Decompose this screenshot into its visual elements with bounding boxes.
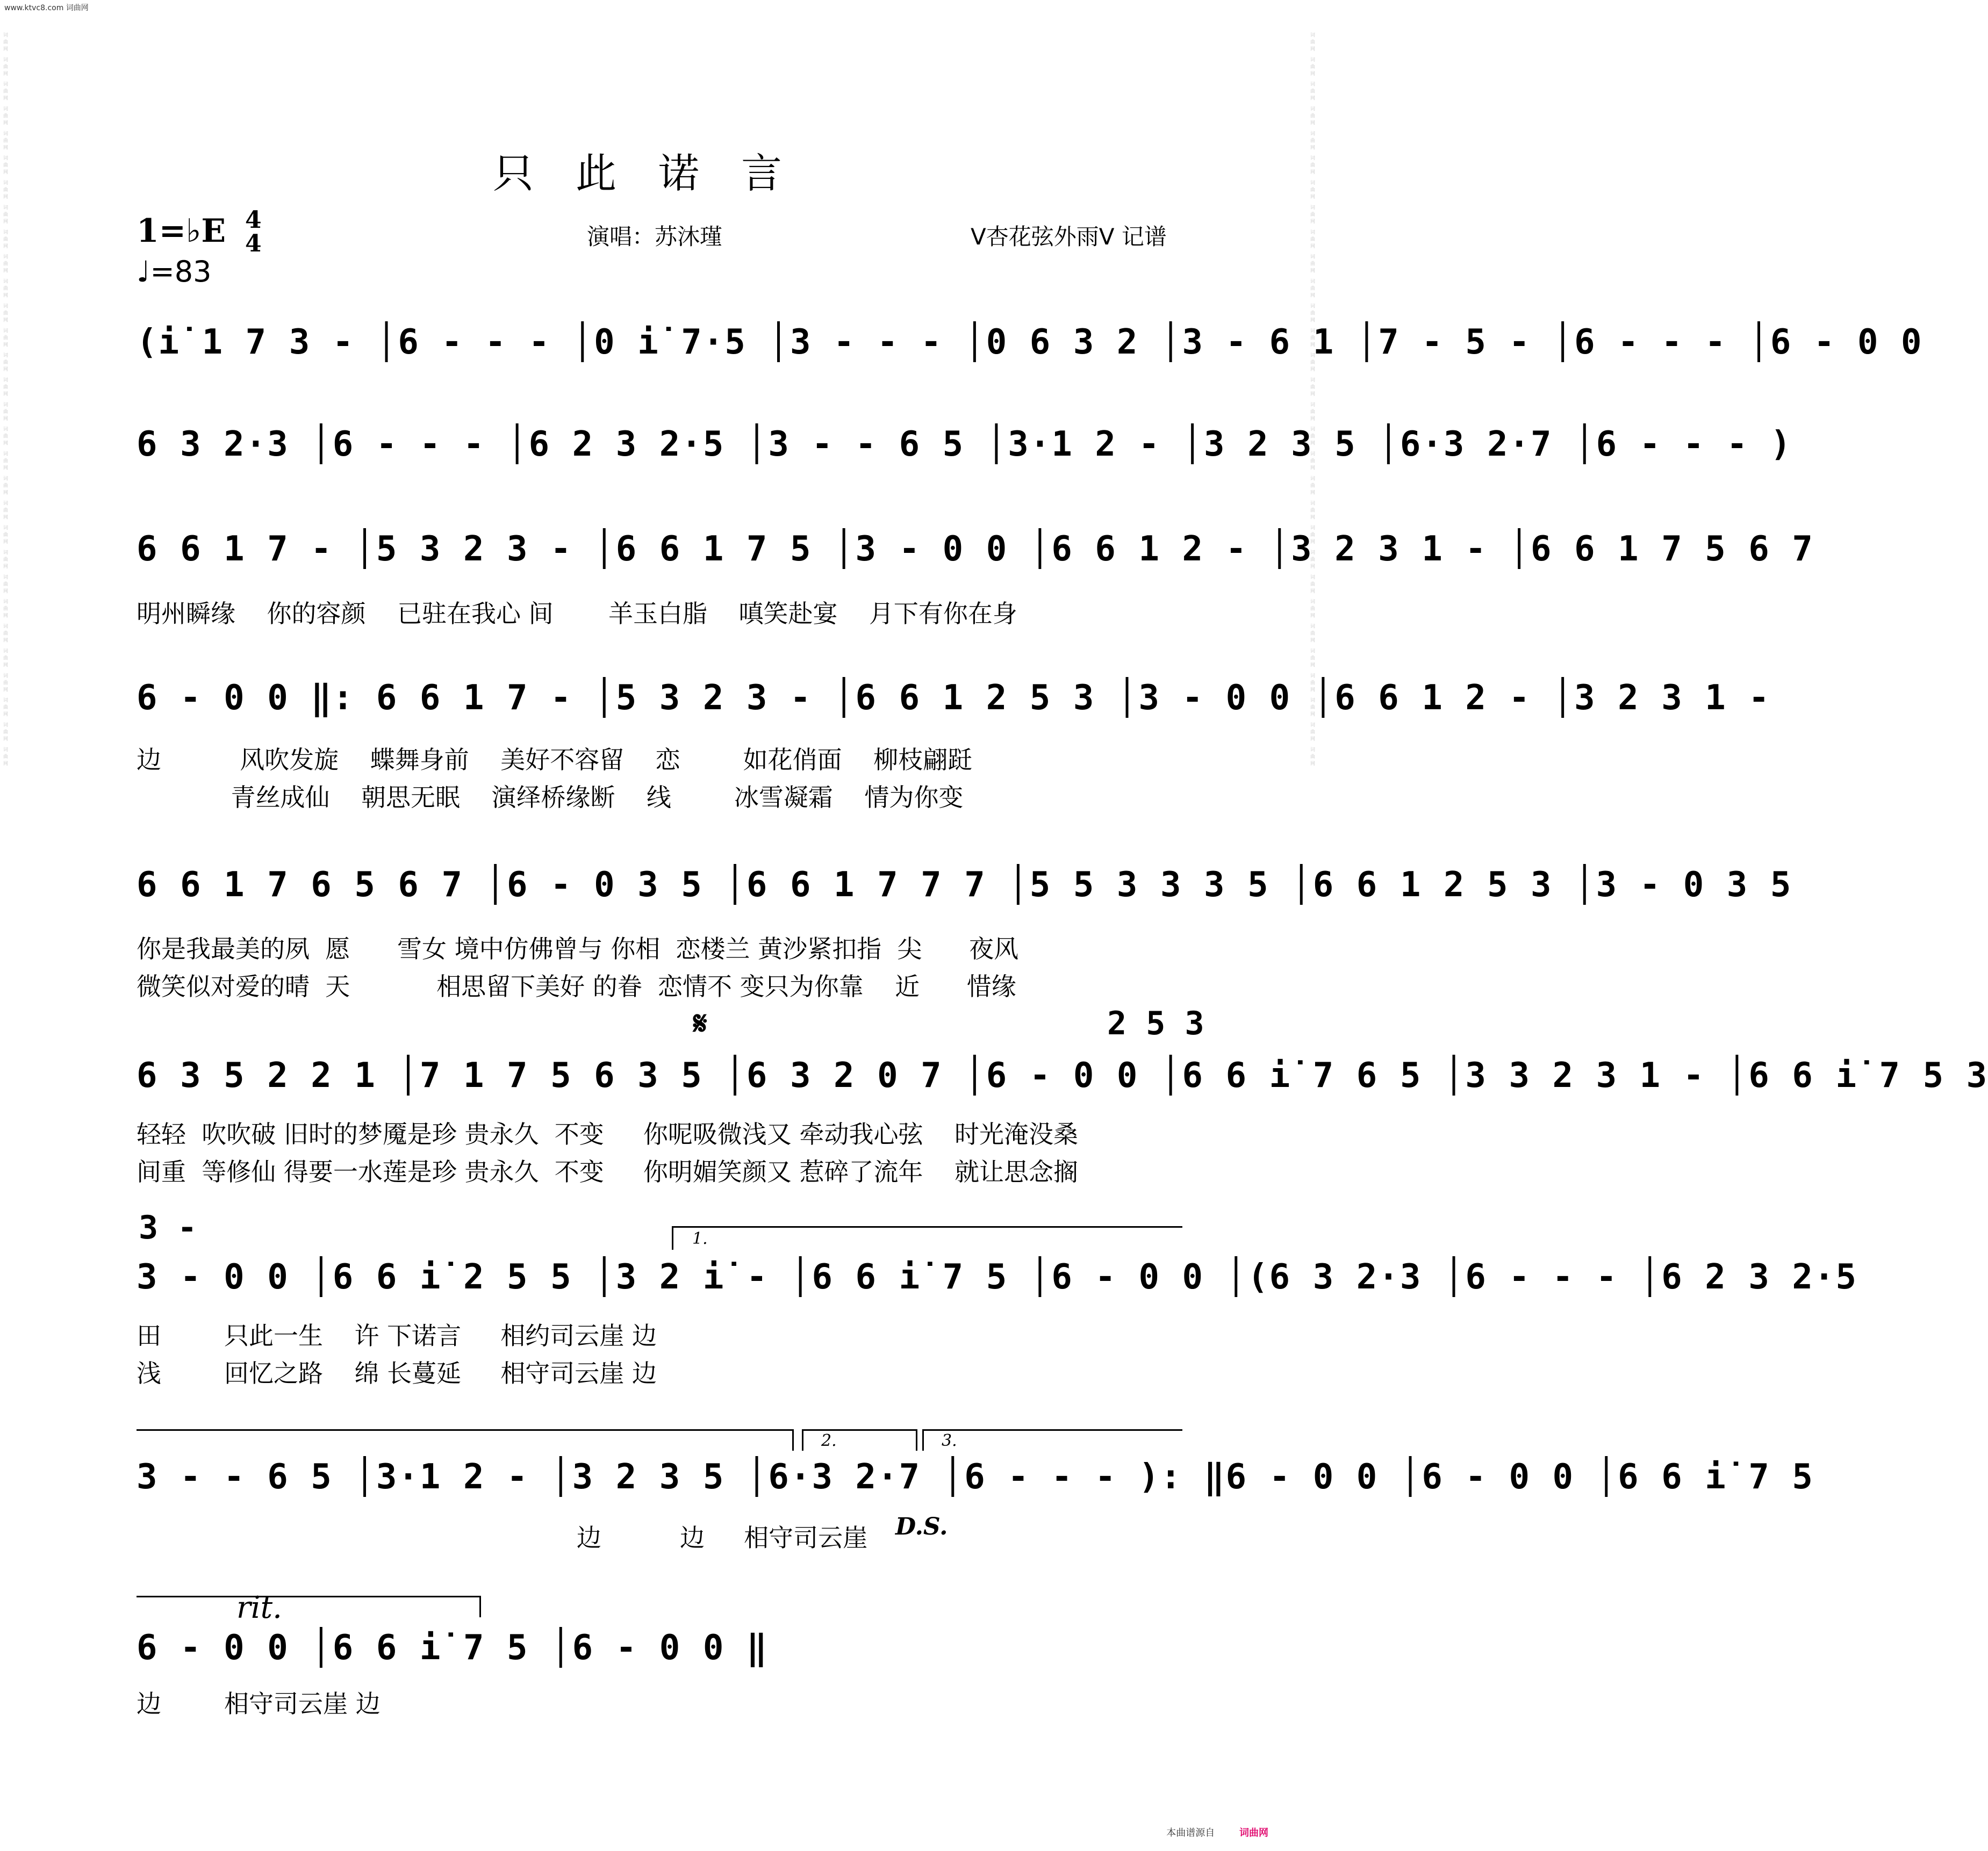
ds-mark: D.S. bbox=[895, 1513, 948, 1540]
footer-brand[interactable]: 词曲网 bbox=[1239, 1827, 1268, 1839]
volta-2-end-tick bbox=[916, 1429, 917, 1451]
volta-1-end-tick bbox=[792, 1429, 794, 1451]
lyrics-system-4-line-2: 青丝成仙 朝思无眠 演绎桥缘断 线 冰雪凝霜 情为你变 bbox=[137, 783, 964, 812]
volta-3-bracket bbox=[922, 1429, 1182, 1431]
lyrics-system-8-line-1: 边 边 相守司云崖 bbox=[137, 1523, 868, 1552]
notes-above-system-6: 2 5 3 bbox=[1107, 1005, 1204, 1042]
time-top: 4 bbox=[245, 206, 262, 234]
lyrics-system-7-line-2: 浅 回忆之路 绵 长蔓延 相守司云崖 边 bbox=[137, 1359, 657, 1388]
lyrics-system-6-line-1: 轻轻 吹吹破 旧时的梦魇是珍 贵永久 不变 你呢吸微浅又 牵动我心弦 时光淹没桑 bbox=[137, 1120, 1078, 1149]
volta-1-tick bbox=[672, 1226, 673, 1250]
side-watermark-left: 词曲网 词曲网 词曲网 词曲网 词曲网 词曲网 词曲网 词曲网 词曲网 词曲网 词曲网 词曲网 词曲网 词曲网 词曲网 词曲网 词曲网 词曲网 词曲网 词曲网 词曲网 词曲网 词曲网 词曲网 词曲网 词曲网 词曲网 词曲网 词曲网 词曲网 bbox=[2, 32, 8, 768]
segno-mark: 𝄋 bbox=[693, 1005, 707, 1042]
side-watermark-right: 词曲网 词曲网 词曲网 词曲网 词曲网 词曲网 词曲网 词曲网 词曲网 词曲网 词曲网 词曲网 词曲网 词曲网 词曲网 词曲网 词曲网 词曲网 词曲网 词曲网 词曲网 词曲网 词曲网 词曲网 词曲网 词曲网 词曲网 词曲网 词曲网 词曲网 bbox=[1309, 32, 1315, 768]
notes-system-3: 6 6 1 7 - │5 3 2 3 - │6 6 1 7 5 │3 - 0 0 │6 6 1 2 - │3 2 3 1 - │6 6 1 7 5 6 7 bbox=[137, 529, 1814, 569]
volta-2-bracket bbox=[802, 1429, 917, 1431]
volta-3-end-tick bbox=[479, 1596, 481, 1617]
time-signature bbox=[245, 208, 262, 256]
volta-3-label: 3. bbox=[942, 1431, 957, 1450]
lyrics-system-7-line-1: 田 只此一生 许 下诺言 相约司云崖 边 bbox=[137, 1321, 657, 1350]
volta-1-bracket bbox=[672, 1226, 1182, 1228]
lyrics-system-4-line-1: 边 风吹发旋 蝶舞身前 美好不容留 恋 如花俏面 柳枝翩跹 bbox=[137, 745, 973, 774]
tempo: ♩=83 bbox=[137, 255, 212, 289]
lyrics-system-9-line-1: 边 相守司云崖 边 bbox=[137, 1689, 381, 1718]
notes-system-1: (i̇ 1 7 3 - │6 - - - │0 i̇ 7·5 │3 - - - │0 6 3 2 │3 - 6 1 │7 - 5 - │6 - - - │6 - 0 0 bbox=[137, 322, 1923, 362]
notes-system-6: 6 3 5 2 2 1 │7 1 7 5 6 3 5 │6 3 2 0 7 │6 - 0 0 │6 6 i̇ 7 6 5 │3 3 2 3 1 - │6 6 i̇ 7 5 3 bbox=[137, 1056, 1988, 1096]
lyrics-system-5-line-2: 微笑似对爱的晴 天 相思留下美好 的眷 恋情不 变只为你靠 近 惜缘 bbox=[137, 972, 1016, 1001]
notes-system-8: 3 - - 6 5 │3·1 2 - │3 2 3 5 │6·3 2·7 │6 - - - ): ‖6 - 0 0 │6 - 0 0 │6 6 i̇ 7 5 bbox=[137, 1457, 1814, 1497]
footer-source: 本曲谱源自 bbox=[1166, 1827, 1215, 1839]
notes-system-7: 3 - 0 0 │6 6 i̇ 2 5 5 │3 2 i̇ - │6 6 i̇ 7 5 │6 - 0 0 │(6 3 2·3 │6 - - - │6 2 3 2·5 bbox=[137, 1257, 1857, 1297]
site-url: www.ktvc8.com 词曲网 bbox=[4, 4, 89, 12]
notes-system-2: 6 3 2·3 │6 - - - │6 2 3 2·5 │3 - - 6 5 │3·1 2 - │3 2 3 5 │6·3 2·7 │6 - - - ) bbox=[137, 424, 1792, 464]
time-bottom: 4 bbox=[245, 230, 262, 257]
notes-system-5: 6 6 1 7 6 5 6 7 │6 - 0 3 5 │6 6 1 7 7 7 │5 5 3 3 3 5 │6 6 1 2 5 3 │3 - 0 3 5 bbox=[137, 865, 1792, 905]
notator: V杏花弦外雨V 记谱 bbox=[971, 224, 1167, 250]
notes-above-system-7: 3 - bbox=[139, 1209, 197, 1247]
lyrics-system-3-line-1: 明州瞬缘 你的容颜 已驻在我心 间 羊玉白脂 嗔笑赴宴 月下有你在身 bbox=[137, 599, 1017, 628]
key-signature: 1=♭E bbox=[137, 212, 226, 250]
notes-system-4: 6 - 0 0 ‖: 6 6 1 7 - │5 3 2 3 - │6 6 1 2 5 3 │3 - 0 0 │6 6 1 2 - │3 2 3 1 - bbox=[137, 678, 1770, 718]
volta-3-tick bbox=[922, 1429, 924, 1451]
volta-1-label: 1. bbox=[692, 1229, 708, 1248]
song-title: 只此诺言 bbox=[493, 149, 824, 197]
lyrics-system-5-line-1: 你是我最美的夙 愿 雪女 境中仿佛曾与 你相 恋楼兰 黄沙紧扣指 尖 夜风 bbox=[137, 934, 1019, 963]
notes-system-9: 6 - 0 0 │6 6 i̇ 7 5 │6 - 0 0 ‖ bbox=[137, 1628, 769, 1668]
volta-2-tick bbox=[802, 1429, 803, 1451]
volta-3-continuation bbox=[137, 1596, 480, 1597]
volta-2-label: 2. bbox=[821, 1431, 837, 1450]
volta-1-continuation bbox=[137, 1429, 792, 1431]
lyrics-system-6-line-2: 间重 等修仙 得要一水莲是珍 贵永久 不变 你明媚笑颜又 惹碎了流年 就让思念搁 bbox=[137, 1157, 1078, 1186]
singer: 演唱：苏沐瑾 bbox=[587, 224, 723, 250]
ritardando-mark: rit. bbox=[236, 1590, 282, 1625]
footer bbox=[1166, 1825, 1268, 1839]
